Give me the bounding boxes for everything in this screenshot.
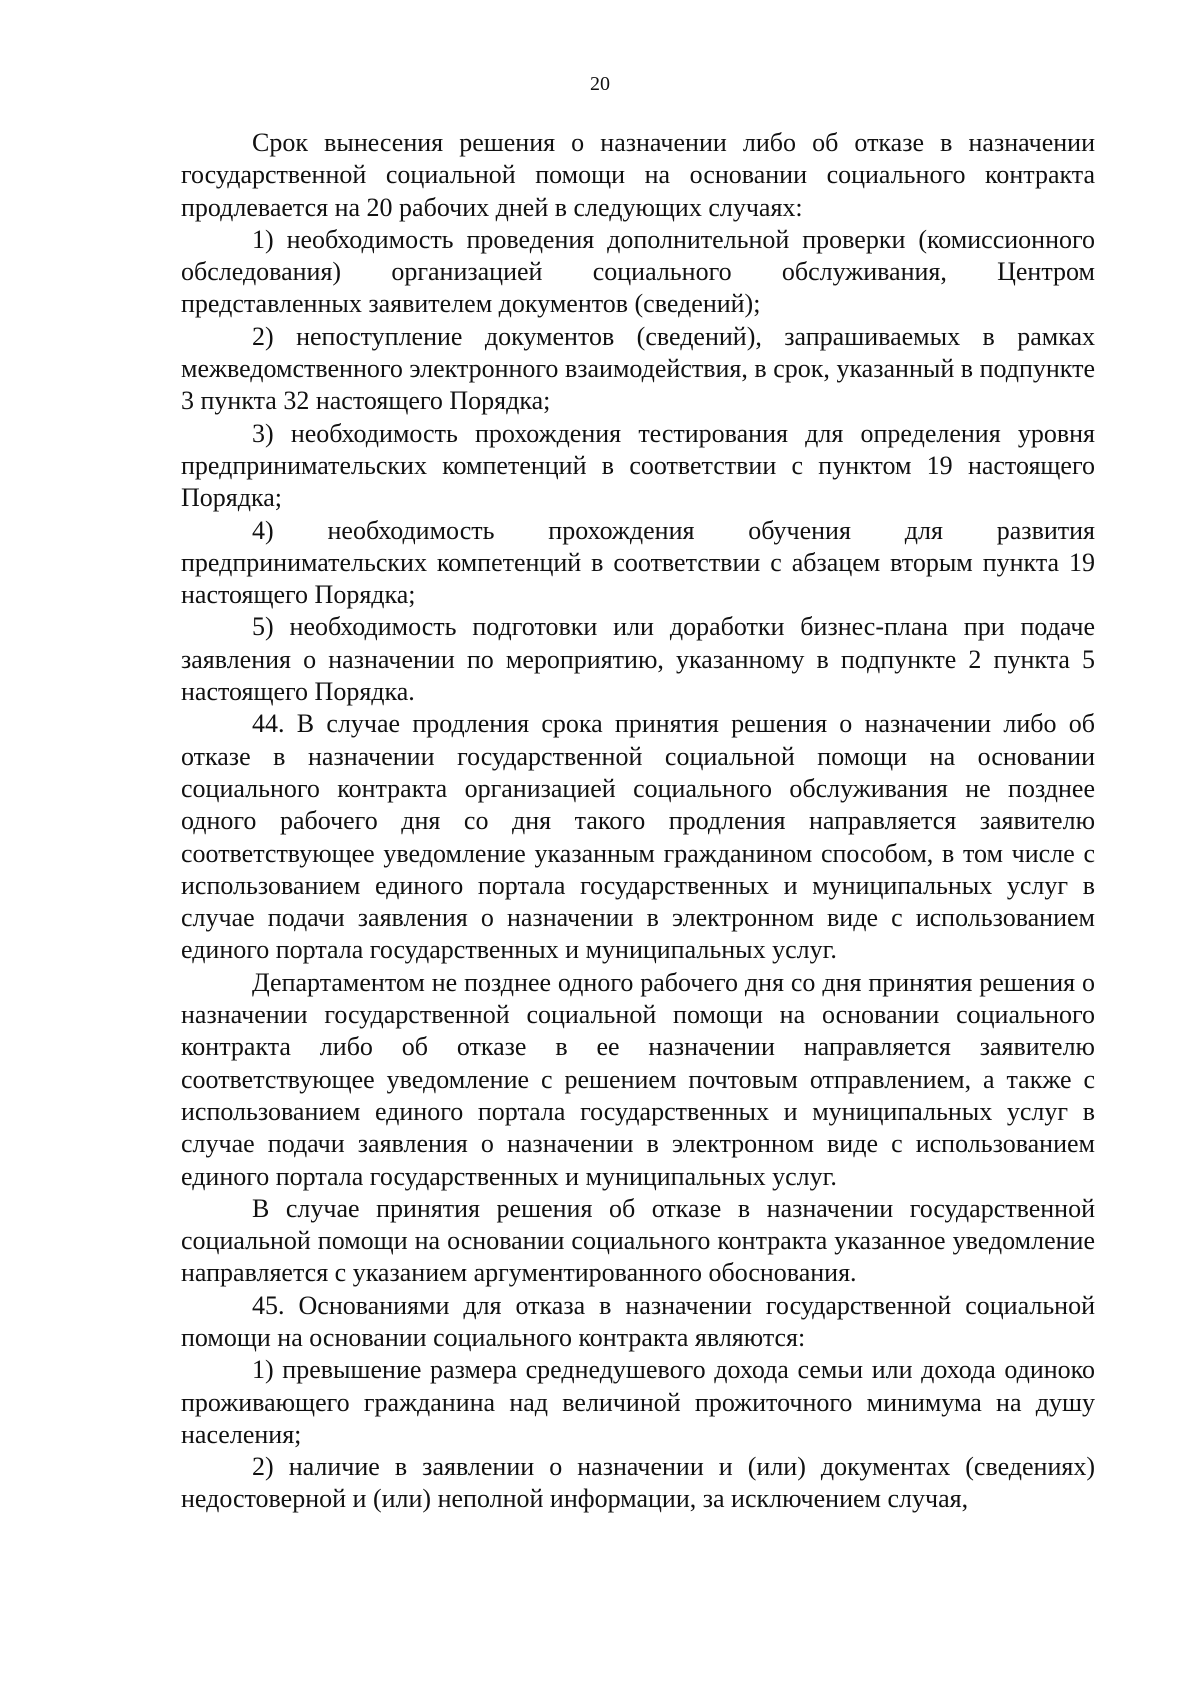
paragraph-item-2-missing-documents: 2) непоступление документов (сведений), запрашиваемых в рамках межведомственного электронного взаимодействия, в срок, указанный в подпункте 3 пункта 32 настоящего Порядка; [181,321,1095,416]
page-number: 20 [590,73,610,95]
paragraph-extension-term: Срок вынесения решения о назначении либо об отказе в назначении государственной социальной помощи на основании социального контракта продлевается на 20 рабочих дней в следующих случаях: [181,128,1095,222]
paragraph-department-notice: Департаментом не позднее одного рабочего дня со дня принятия решения о назначении государственной социальной помощи на основании социального контракта либо об отказе в ее назначении направляется заявителю соответствующее уведомление с решением почтовым отправлением, а также с использованием единого портала государственных и муниципальных услуг в случае подачи заявления о назначении в электронном виде с использованием единого портала государственных и муниципальных услуг. [181,967,1095,1191]
paragraph-refusal-notice: В случае принятия решения об отказе в назначении государственной социальной помощи на основании социального контракта указанное уведомление направляется с указанием аргументированного обоснования. [181,1193,1095,1288]
document-body [181,127,1095,1516]
paragraph-45-item-1: 1) превышение размера среднедушевого дохода семьи или дохода одиноко проживающего гражданина над величиной прожиточного минимума на душу населения; [181,1355,1095,1449]
paragraph-item-1-additional-check: 1) необходимость проведения дополнительной проверки (комиссионного обследования) организацией социального обслуживания, Центром представленных заявителем документов (сведений); [181,224,1095,319]
paragraph-44: 44. В случае продления срока принятия решения о назначении либо об отказе в назначении государственной социальной помощи на основании социального контракта организацией социального обслуживания не позднее одного рабочего дня со дня такого продления направляется заявителю соответствующее уведомление указанным гражданином способом, в том числе с использованием единого портала государственных и муниципальных услуг в случае подачи заявления о назначении в электронном виде с использованием единого портала государственных и муниципальных услуг. [181,709,1095,965]
paragraph-45: 45. Основаниями для отказа в назначении государственной социальной помощи на основании социального контракта являются: [181,1290,1095,1352]
paragraph-item-4-training: 4) необходимость прохождения обучения для развития предпринимательских компетенций в соответствии с абзацем вторым пункта 19 настоящего Порядка; [181,515,1095,610]
paragraph-45-item-2: 2) наличие в заявлении о назначении и (или) документах (сведениях) недостоверной и (или) неполной информации, за исключением случая, [181,1452,1095,1514]
paragraph-item-3-testing: 3) необходимость прохождения тестирования для определения уровня предпринимательских компетенций в соответствии с пунктом 19 настоящего Порядка; [181,418,1095,513]
paragraph-item-5-business-plan: 5) необходимость подготовки или доработки бизнес-плана при подаче заявления о назначении по мероприятию, указанному в подпункте 2 пункта 5 настоящего Порядка. [181,612,1095,707]
